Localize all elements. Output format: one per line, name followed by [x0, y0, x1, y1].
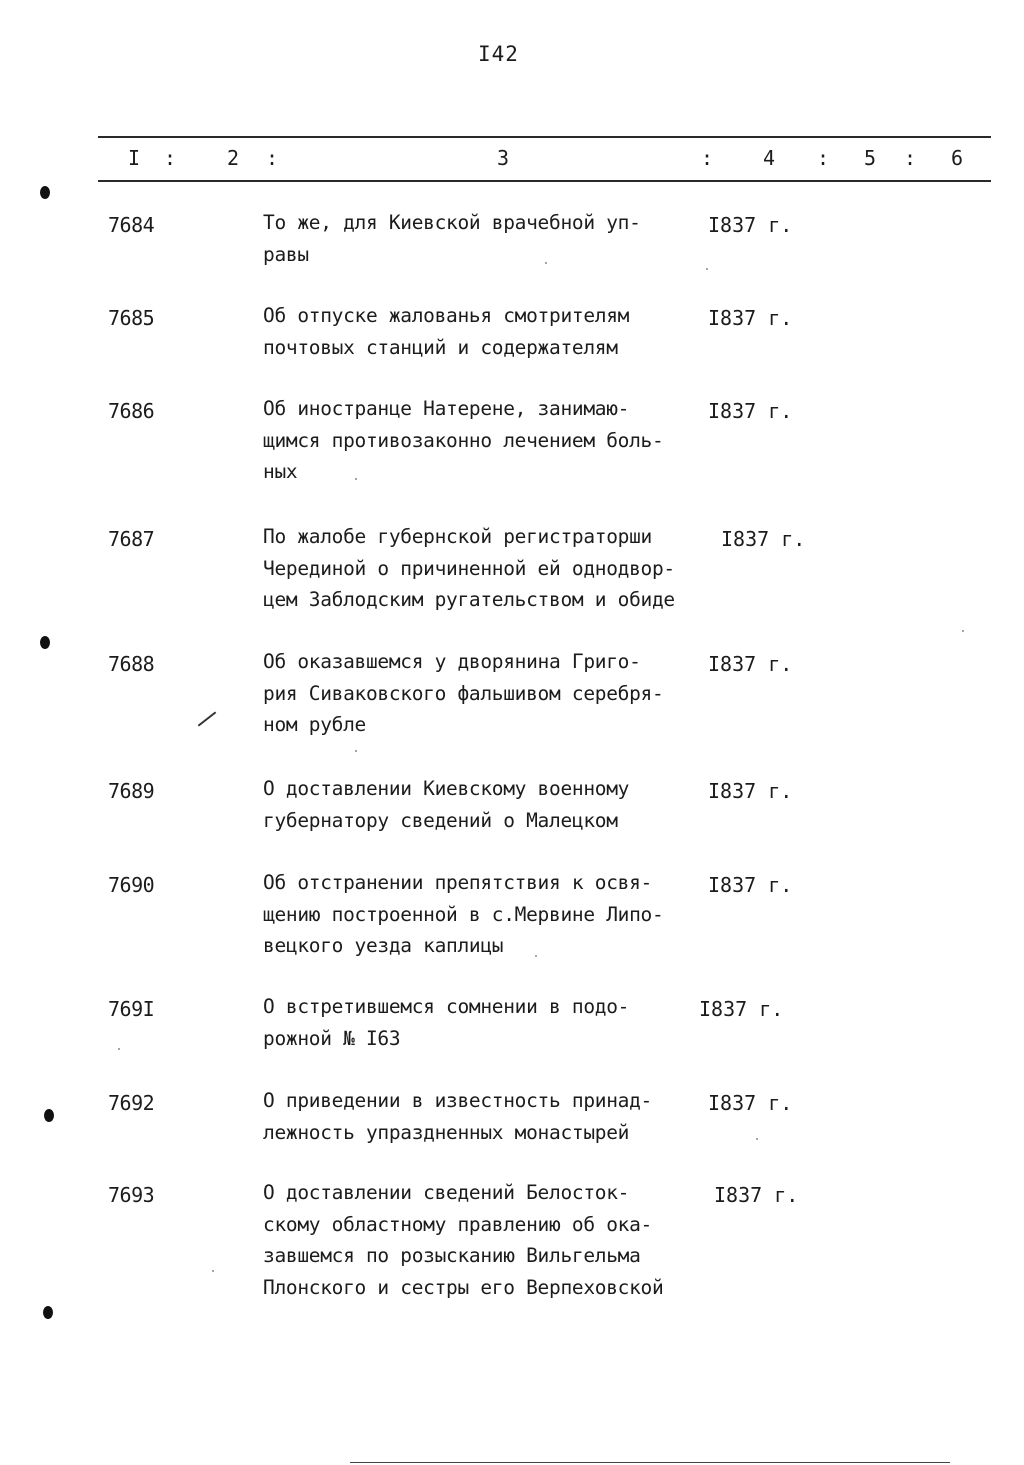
scan-speck	[212, 1270, 214, 1272]
column-header-6: 6	[951, 146, 964, 170]
record-number: 7685	[108, 306, 155, 330]
page-number: I42	[478, 42, 519, 66]
binder-hole-mark	[40, 186, 50, 199]
column-separator: :	[817, 146, 830, 170]
scan-speck	[706, 268, 708, 270]
record-year: I837 г.	[708, 306, 793, 330]
column-header-1: I	[128, 146, 141, 170]
record-number: 7692	[108, 1091, 155, 1115]
record-description: Об иностранце Натерене, занимаю- щимся противозаконно лечением боль- ных	[263, 397, 664, 483]
header-top-rule	[98, 136, 991, 138]
record-number: 7687	[108, 527, 155, 551]
record-description: То же, для Киевской врачебной уп- равы	[263, 211, 641, 266]
record-description: Об отпуске жалованья смотрителям почтовых станций и содержателям	[263, 304, 630, 359]
record-year: I837 г.	[699, 997, 784, 1021]
record-description: По жалобе губернской регистраторши Черединой о причиненной ей однодвор- цем Заблодским ругательством и обиде	[263, 525, 675, 611]
record-description: О доставлении сведений Белосток- скому областному правлению об ока- завшемся по розысканию Вильгельма Плонского и сестры его Верпеховской	[263, 1181, 664, 1299]
record-description: Об отстранении препятствия к освя- щению построенной в с.Мервине Липо- вецкого уезда каплицы	[263, 871, 664, 957]
record-year: I837 г.	[708, 1091, 793, 1115]
record-number: 7688	[108, 652, 155, 676]
record-year: I837 г.	[721, 527, 806, 551]
column-separator: :	[904, 146, 917, 170]
record-description: О доставлении Киевскому военному губернатору сведений о Малецком	[263, 777, 630, 832]
pencil-mark	[198, 711, 217, 726]
record-year: I837 г.	[714, 1183, 799, 1207]
record-number: 7684	[108, 213, 155, 237]
binder-hole-mark	[40, 636, 50, 649]
column-separator: :	[266, 146, 279, 170]
column-header-3: 3	[497, 146, 510, 170]
binder-hole-mark	[44, 1109, 54, 1122]
page-bottom-edge	[350, 1462, 950, 1463]
binder-hole-mark	[43, 1306, 53, 1319]
scan-speck	[962, 630, 964, 632]
record-number: 7693	[108, 1183, 155, 1207]
header-bottom-rule	[98, 180, 991, 182]
scan-speck	[355, 750, 357, 752]
column-separator: :	[701, 146, 714, 170]
record-year: I837 г.	[708, 213, 793, 237]
scan-speck	[535, 955, 537, 957]
record-year: I837 г.	[708, 873, 793, 897]
record-number: 7690	[108, 873, 155, 897]
scan-speck	[118, 1048, 120, 1050]
scan-speck	[545, 262, 547, 264]
record-number: 769I	[108, 997, 155, 1021]
record-year: I837 г.	[708, 652, 793, 676]
record-description: О приведении в известность принад- лежность упраздненных монастырей	[263, 1089, 652, 1144]
column-header-2: 2	[227, 146, 240, 170]
record-description: О встретившемся сомнении в подо- рожной № I63	[263, 995, 630, 1050]
column-separator: :	[164, 146, 177, 170]
record-number: 7689	[108, 779, 155, 803]
record-description: Об оказавшемся у дворянина Григо- рия Сиваковского фальшивом серебря- ном рубле	[263, 650, 664, 736]
scan-speck	[355, 478, 357, 480]
record-year: I837 г.	[708, 779, 793, 803]
record-year: I837 г.	[708, 399, 793, 423]
scan-speck	[756, 1138, 758, 1140]
column-header-4: 4	[763, 146, 776, 170]
column-header-5: 5	[864, 146, 877, 170]
record-number: 7686	[108, 399, 155, 423]
